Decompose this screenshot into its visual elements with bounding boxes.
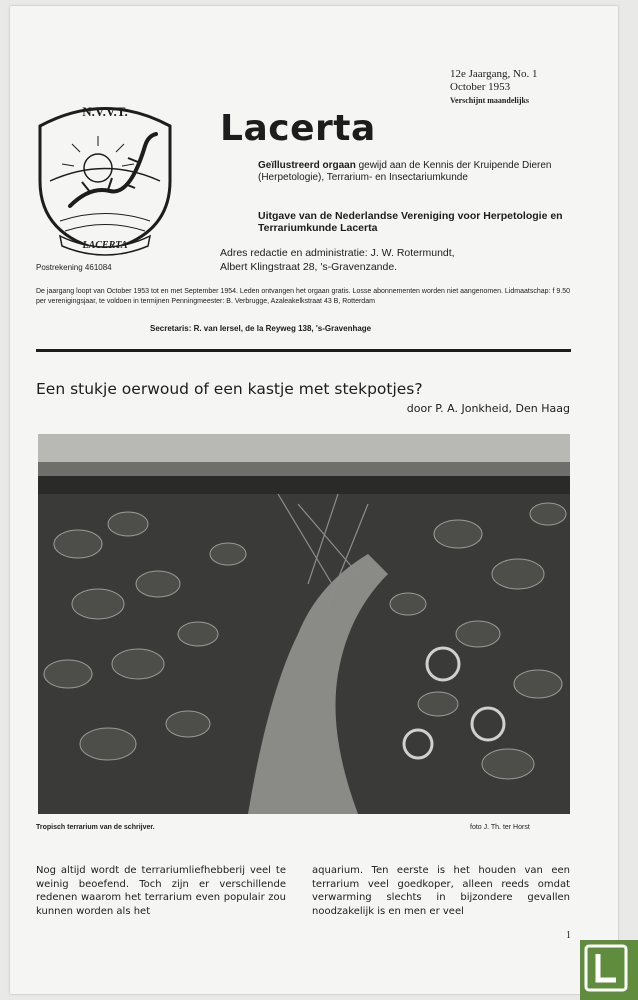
photo-caption: Tropisch terrarium van de schrijver. (36, 824, 155, 831)
header-divider (36, 349, 571, 352)
secretaris: Secretaris: R. van Iersel, de la Reyweg 138, 's-Gravenhage (150, 324, 372, 333)
logo-top-text: N.V.V.T. (82, 104, 128, 119)
subtitle-bold: Geïllustreerd orgaan (258, 160, 356, 171)
issue-frequency: Verschijnt maandelijks (450, 96, 530, 105)
article-column-1: Nog altijd wordt de terrariumliefhebberij veel te weinig beoefend. Toch zijn er verschillende redenen waarom het terrarium even populair zou kunnen worden als het (36, 865, 286, 917)
address (220, 246, 580, 274)
address-line-1: Adres redactie en administratie: J. W. Rotermundt, (220, 247, 455, 259)
publisher: Uitgave van de Nederlandse Vereniging voor Herpetologie en Terrariumkunde Lacerta (258, 210, 563, 234)
issue-date: October 1953 (450, 81, 511, 93)
magazine-title: Lacerta (220, 108, 376, 149)
address-line-2: Albert Klingstraat 28, 's-Gravenzande. (220, 261, 398, 273)
postrekening: Postrekening 461084 (36, 263, 112, 272)
photo-credit: foto J. Th. ter Horst (470, 824, 530, 831)
subtitle-rest: gewijd aan de Kennis der Kruipende Dieren (Herpetologie), Terrarium- en Insectariumkunde (258, 160, 552, 183)
logo-bottom-text: LACERTA (82, 240, 128, 251)
subtitle (258, 160, 578, 184)
membership-terms: De jaargang loopt van October 1953 tot en met September 1954. Leden ontvangen het orgaan gratis. Losse abonnementen worden niet aangenomen. Lidmaatschap: f 9.50 per verenigingsjaar, te voldoen in termijnen Penningmeester: B. Verbrugge, Azaleakelkstraat 43 B, Rotterdam (36, 288, 570, 305)
article-byline: door P. A. Jonkheid, Den Haag (406, 402, 570, 415)
article-column-2: aquarium. Ten eerste is het houden van een terrarium veel goedkoper, alleen reeds omdat verwarming slechts in bijzondere gevallen noodzakelijk is en men er veel (312, 865, 570, 917)
page-number: 1 (566, 930, 571, 941)
issue-volume: 12e Jaargang, No. 1 (450, 68, 538, 80)
terrarium-photo (38, 434, 570, 814)
article-headline: Een stukje oerwoud of een kastje met stekpotjes? (36, 380, 423, 398)
issue-info (450, 68, 537, 107)
catalog-l-icon (580, 940, 638, 1000)
lacerta-emblem-icon (30, 86, 180, 256)
